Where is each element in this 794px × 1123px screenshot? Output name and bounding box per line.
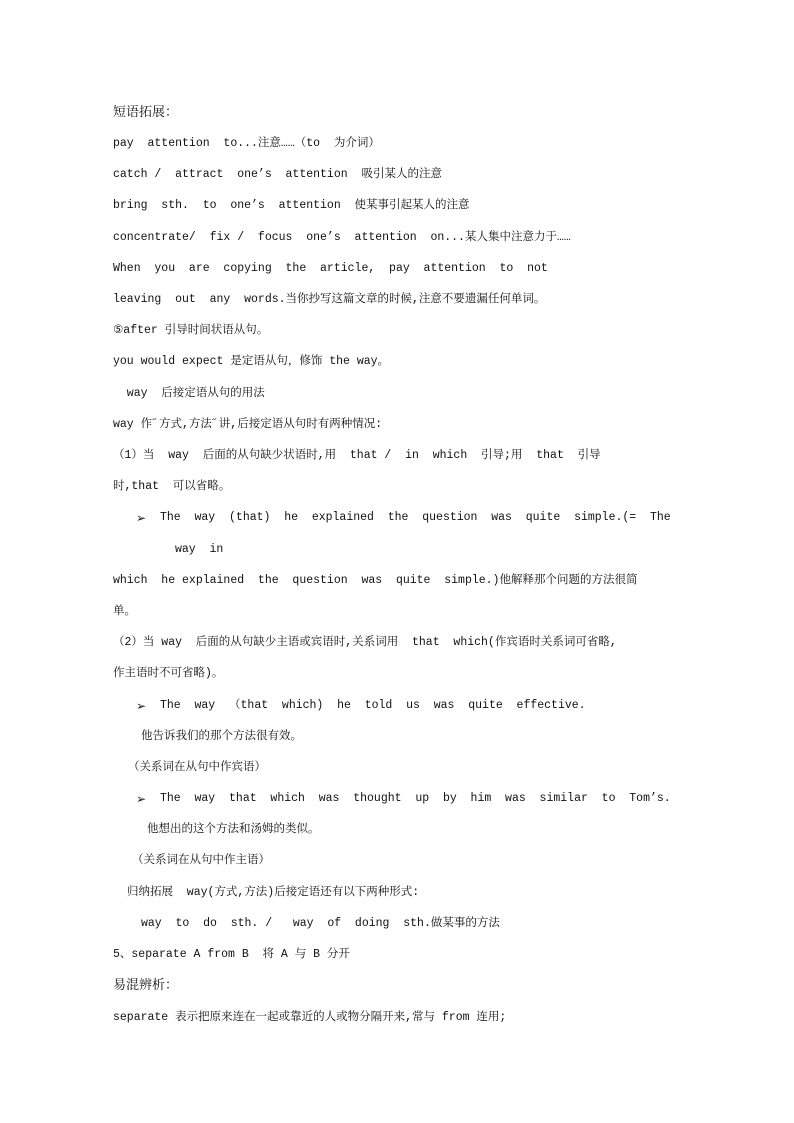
phrase-bring-to-attention: bring sth. to one’s attention 使某事引起某人的注意: [113, 199, 470, 212]
phrase-catch-attention: catch / attract one’s attention 吸引某人的注意: [113, 168, 442, 181]
summary-extension: 归纳拓展 way(方式,方法)后接定语还有以下两种形式:: [127, 886, 420, 899]
case-1-line-2: 时,that 可以省略。: [113, 480, 231, 493]
example-2-translation: 他告诉我们的那个方法很有效。: [141, 730, 302, 743]
example-1-line-1: The way (that) he explained the question was quite simple.(= The: [160, 511, 671, 524]
item-5-separate: 5、separate A from B 将 A 与 B 分开: [113, 948, 350, 961]
example-3-sentence: The way that which was thought up by him was similar to Tom’s.: [160, 792, 671, 805]
example-2-sentence: The way （that which) he told us was quite effective.: [160, 699, 586, 712]
heading-confusable-analysis: 易混辨析：: [113, 978, 179, 993]
example-sentence-line-2: leaving out any words.当你抄写这篇文章的时候,注意不要遗漏任何单词。: [113, 293, 546, 306]
section-heading-phrase-extension: 短语拓展：: [113, 105, 179, 120]
case-2-line-2: 作主语时不可省略)。: [113, 667, 224, 680]
case-2-line-1: （2）当 way 后面的从句缺少主语或宾语时,关系词用 that which(作宾语时关系词可省略,: [113, 636, 617, 649]
separate-explanation: separate 表示把原来连在一起或靠近的人或物分隔开来,常与 from 连用;: [113, 1011, 507, 1024]
note-after-clause: ⑤after 引导时间状语从句。: [113, 324, 269, 337]
example-2-note: （关系词在从句中作宾语）: [128, 761, 266, 774]
summary-forms: way to do sth. / way of doing sth.做某事的方法: [141, 917, 500, 930]
subheading-way-clause-usage: way 后接定语从句的用法: [113, 387, 265, 400]
way-usage-intro: way 作˝方式,方法˝讲,后接定语从句时有两种情况:: [113, 418, 383, 431]
example-1-line-4: 单。: [113, 605, 136, 618]
example-1-line-2: way in: [175, 543, 224, 556]
bullet-arrow-icon: ➢: [136, 511, 147, 525]
example-sentence-line-1: When you are copying the article, pay attention to not: [113, 262, 548, 275]
example-3-note: （关系词在从句中作主语）: [132, 854, 270, 867]
phrase-concentrate-attention: concentrate/ fix / focus one’s attention on...某人集中注意力于……: [113, 231, 571, 244]
phrase-pay-attention-to: pay attention to...注意……（to 为介词）: [113, 137, 380, 150]
example-1-line-3: which he explained the question was quite simple.)他解释那个问题的方法很简: [113, 574, 638, 587]
bullet-arrow-icon: ➢: [136, 792, 147, 806]
case-1-line-1: （1）当 way 后面的从句缺少状语时,用 that / in which 引导;用 that 引导: [113, 449, 601, 462]
example-3-translation: 他想出的这个方法和汤姆的类似。: [147, 823, 320, 836]
note-attributive-clause: you would expect 是定语从句，修饰 the way。: [113, 355, 390, 368]
bullet-arrow-icon: ➢: [136, 699, 147, 713]
